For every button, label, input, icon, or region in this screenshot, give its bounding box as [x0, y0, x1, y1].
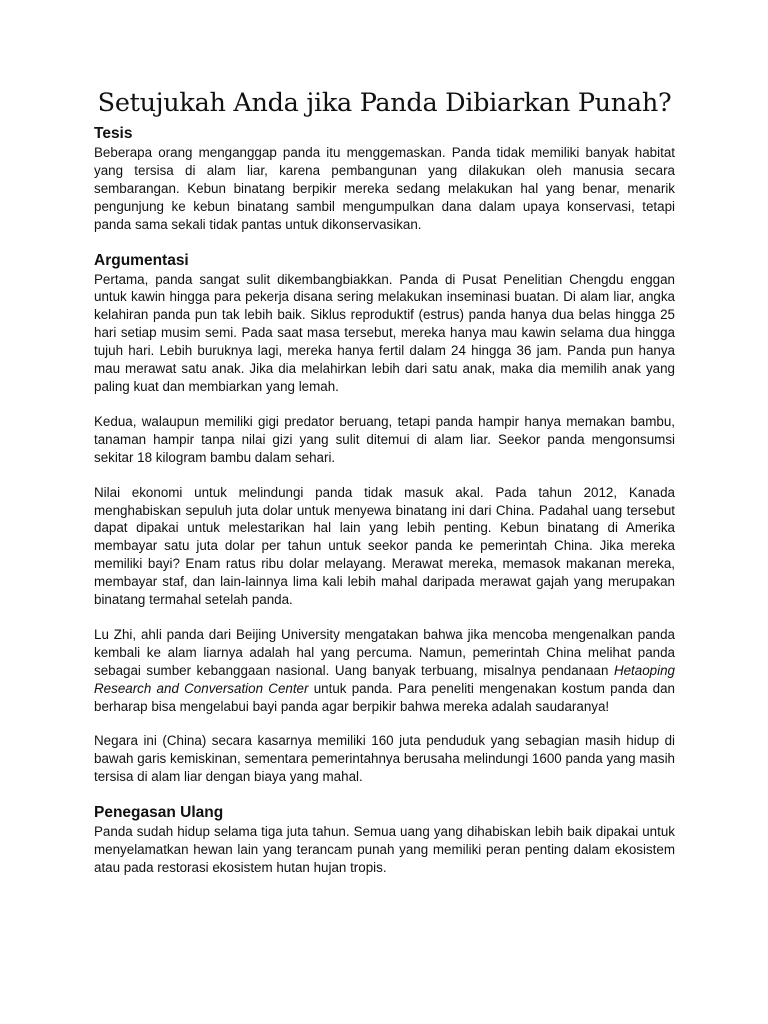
- spacer: [94, 396, 675, 413]
- paragraph-argument-4: [94, 626, 675, 716]
- paragraph-argument-1: Pertama, panda sangat sulit dikembangbiakkan. Panda di Pusat Penelitian Chengdu enggan untuk kawin hingga para pekerja disana sering melakukan inseminasi buatan. Di alam liar, angka kelahiran panda pun tak lebih baik. Siklus reproduktif (estrus) panda hanya dua belas hingga 25 hari setiap musim semi. Pada saat masa tersebut, mereka hanya mau kawin selama dua hingga tujuh hari. Lebih buruknya lagi, mereka hanya fertil dalam 24 hingga 36 jam. Panda pun hanya mau merawat satu anak. Jika dia melahirkan lebih dari satu anak, maka dia memilih anak yang paling kuat dan membiarkan yang lemah.: [94, 271, 675, 394]
- paragraph-tesis: Beberapa orang menganggap panda itu menggemaskan. Panda tidak memiliki banyak habitat yang tersisa di alam liar, karena pembangunan yang dilakukan oleh manusia secara sembarangan. Kebun binatang berpikir mereka sedang melakukan hal yang benar, menarik pengunjung ke kebun binatang sambil mengumpulkan dana dalam upaya konservasi, tetapi panda sama sekali tidak pantas untuk dikonservasikan.: [94, 145, 675, 232]
- document-page: [94, 86, 675, 877]
- section-heading-tesis: Tesis: [94, 125, 133, 142]
- paragraph-penegasan: Panda sudah hidup selama tiga juta tahun. Semua uang yang dihabiskan lebih baik dipakai untuk menyelamatkan hewan lain yang terancam punah yang memiliki peran penting dalam ekosistem atau pada restorasi ekosistem hutan hujan tropis.: [94, 824, 675, 875]
- paragraph-argument-2: Kedua, walaupun memiliki gigi predator beruang, tetapi panda hampir hanya memakan bambu, tanaman hampir tanpa nilai gizi yang sulit ditemui di alam liar. Seekor panda mengonsumsi sekitar 18 kilogram bambu dalam sehari.: [94, 413, 675, 465]
- paragraph-text: untuk panda. Para peneliti mengenakan kostum panda dan berharap bisa mengelabui bayi panda agar berpikir bahwa mereka adalah saudaranya!: [94, 680, 675, 714]
- italic-institution-name: Hetaoping Research and Conversation Center: [94, 662, 675, 696]
- spacer: [94, 786, 675, 803]
- paragraph-argument-5: Negara ini (China) secara kasarnya memiliki 160 juta penduduk yang sebagian masih hidup di bawah garis kemiskinan, sementara pemerintahnya berusaha melindungi 1600 panda yang masih tersisa di alam liar dengan biaya yang mahal.: [94, 733, 675, 785]
- paragraph-text: Lu Zhi, ahli panda dari Beijing University mengatakan bahwa jika mencoba mengenalkan panda kembali ke alam liarnya adalah hal yang percuma. Namun, pemerintah China melihat panda sebagai sumber kebanggaan nasional. Uang banyak terbuang, misalnya pendanaan: [94, 626, 675, 678]
- spacer: [94, 609, 675, 626]
- spacer: [94, 234, 675, 251]
- spacer: [94, 467, 675, 484]
- document-title: Setujukah Anda jika Panda Dibiarkan Punah?: [97, 88, 672, 118]
- spacer: [94, 715, 675, 732]
- section-heading-penegasan: Penegasan Ulang: [94, 804, 224, 822]
- section-heading-argumentasi: Argumentasi: [94, 251, 189, 269]
- paragraph-argument-3: Nilai ekonomi untuk melindungi panda tidak masuk akal. Pada tahun 2012, Kanada menghabiskan sepuluh juta dolar untuk menyewa binatang ini dari China. Padahal uang tersebut dapat dipakai untuk melestarikan hal lain yang lebih penting. Kebun binatang di Amerika membayar satu juta dolar per tahun untuk seekor panda ke pemerintah China. Jika mereka memiliki bayi? Enam ratus ribu dolar melayang. Merawat mereka, memasok makanan mereka, membayar staf, dan lain-lainnya lima kali lebih mahal daripada merawat gajah yang merupakan binatang termahal setelah panda.: [94, 484, 675, 608]
